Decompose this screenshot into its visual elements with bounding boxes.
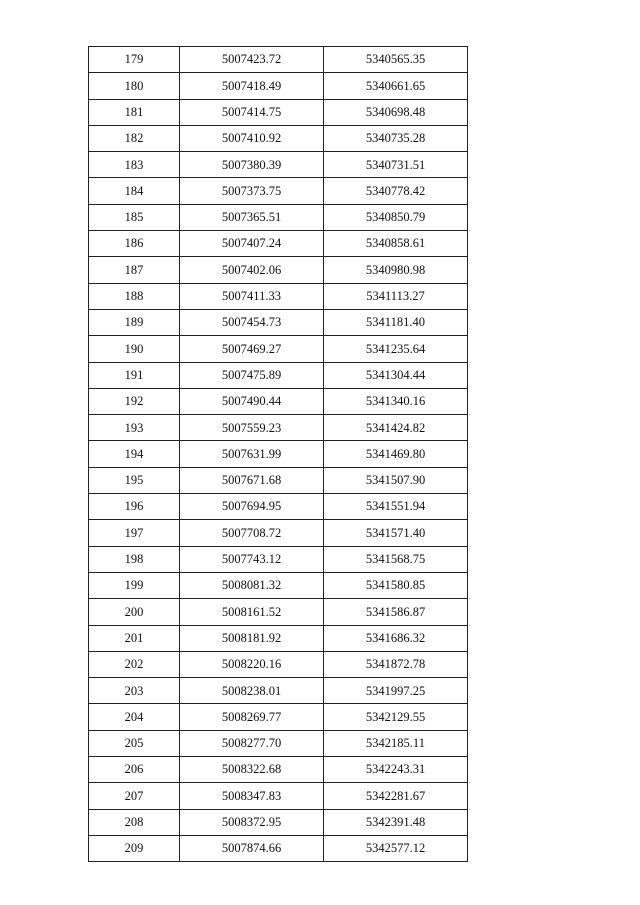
x-coordinate-cell: 5007469.27 xyxy=(180,336,324,362)
x-coordinate-cell: 5008081.32 xyxy=(180,572,324,598)
x-coordinate-cell: 5007365.51 xyxy=(180,204,324,230)
coordinate-table xyxy=(88,46,468,862)
point-number-cell: 206 xyxy=(89,757,180,783)
y-coordinate-cell: 5341568.75 xyxy=(324,546,468,572)
point-number-cell: 201 xyxy=(89,625,180,651)
point-number-cell: 182 xyxy=(89,125,180,151)
x-coordinate-cell: 5007407.24 xyxy=(180,231,324,257)
table-row xyxy=(89,283,468,309)
point-number-cell: 204 xyxy=(89,704,180,730)
x-coordinate-cell: 5007423.72 xyxy=(180,47,324,73)
table-row xyxy=(89,257,468,283)
point-number-cell: 192 xyxy=(89,388,180,414)
x-coordinate-cell: 5007454.73 xyxy=(180,309,324,335)
table-row xyxy=(89,467,468,493)
table-row xyxy=(89,125,468,151)
y-coordinate-cell: 5341571.40 xyxy=(324,520,468,546)
y-coordinate-cell: 5340698.48 xyxy=(324,99,468,125)
y-coordinate-cell: 5342281.67 xyxy=(324,783,468,809)
point-number-cell: 190 xyxy=(89,336,180,362)
x-coordinate-cell: 5007631.99 xyxy=(180,441,324,467)
x-coordinate-cell: 5007708.72 xyxy=(180,520,324,546)
table-row xyxy=(89,178,468,204)
x-coordinate-cell: 5007410.92 xyxy=(180,125,324,151)
y-coordinate-cell: 5340565.35 xyxy=(324,47,468,73)
table-row xyxy=(89,757,468,783)
table-row xyxy=(89,47,468,73)
point-number-cell: 197 xyxy=(89,520,180,546)
table-row xyxy=(89,362,468,388)
x-coordinate-cell: 5008372.95 xyxy=(180,809,324,835)
point-number-cell: 181 xyxy=(89,99,180,125)
point-number-cell: 196 xyxy=(89,494,180,520)
y-coordinate-cell: 5340731.51 xyxy=(324,152,468,178)
point-number-cell: 207 xyxy=(89,783,180,809)
y-coordinate-cell: 5341235.64 xyxy=(324,336,468,362)
y-coordinate-cell: 5340850.79 xyxy=(324,204,468,230)
table-row xyxy=(89,99,468,125)
point-number-cell: 185 xyxy=(89,204,180,230)
y-coordinate-cell: 5342185.11 xyxy=(324,730,468,756)
y-coordinate-cell: 5341181.40 xyxy=(324,309,468,335)
y-coordinate-cell: 5340858.61 xyxy=(324,231,468,257)
x-coordinate-cell: 5008238.01 xyxy=(180,678,324,704)
point-number-cell: 193 xyxy=(89,415,180,441)
x-coordinate-cell: 5008269.77 xyxy=(180,704,324,730)
table-row xyxy=(89,625,468,651)
table-row xyxy=(89,309,468,335)
table-row xyxy=(89,494,468,520)
x-coordinate-cell: 5007475.89 xyxy=(180,362,324,388)
table-row xyxy=(89,704,468,730)
y-coordinate-cell: 5340980.98 xyxy=(324,257,468,283)
y-coordinate-cell: 5341586.87 xyxy=(324,599,468,625)
point-number-cell: 194 xyxy=(89,441,180,467)
point-number-cell: 187 xyxy=(89,257,180,283)
x-coordinate-cell: 5007694.95 xyxy=(180,494,324,520)
table-row xyxy=(89,415,468,441)
point-number-cell: 200 xyxy=(89,599,180,625)
x-coordinate-cell: 5008322.68 xyxy=(180,757,324,783)
x-coordinate-cell: 5008181.92 xyxy=(180,625,324,651)
y-coordinate-cell: 5342129.55 xyxy=(324,704,468,730)
y-coordinate-cell: 5341872.78 xyxy=(324,651,468,677)
point-number-cell: 199 xyxy=(89,572,180,598)
table-row xyxy=(89,678,468,704)
x-coordinate-cell: 5007373.75 xyxy=(180,178,324,204)
y-coordinate-cell: 5341580.85 xyxy=(324,572,468,598)
point-number-cell: 179 xyxy=(89,47,180,73)
coordinate-table-body xyxy=(89,47,468,862)
y-coordinate-cell: 5340661.65 xyxy=(324,73,468,99)
point-number-cell: 189 xyxy=(89,309,180,335)
x-coordinate-cell: 5008220.16 xyxy=(180,651,324,677)
y-coordinate-cell: 5340735.28 xyxy=(324,125,468,151)
table-row xyxy=(89,336,468,362)
table-row xyxy=(89,599,468,625)
point-number-cell: 198 xyxy=(89,546,180,572)
x-coordinate-cell: 5008277.70 xyxy=(180,730,324,756)
y-coordinate-cell: 5341340.16 xyxy=(324,388,468,414)
table-row xyxy=(89,520,468,546)
point-number-cell: 209 xyxy=(89,835,180,861)
x-coordinate-cell: 5008347.83 xyxy=(180,783,324,809)
x-coordinate-cell: 5007414.75 xyxy=(180,99,324,125)
x-coordinate-cell: 5007490.44 xyxy=(180,388,324,414)
x-coordinate-cell: 5007380.39 xyxy=(180,152,324,178)
point-number-cell: 202 xyxy=(89,651,180,677)
y-coordinate-cell: 5342577.12 xyxy=(324,835,468,861)
point-number-cell: 205 xyxy=(89,730,180,756)
y-coordinate-cell: 5341686.32 xyxy=(324,625,468,651)
x-coordinate-cell: 5007874.66 xyxy=(180,835,324,861)
y-coordinate-cell: 5341997.25 xyxy=(324,678,468,704)
x-coordinate-cell: 5007411.33 xyxy=(180,283,324,309)
point-number-cell: 183 xyxy=(89,152,180,178)
table-row xyxy=(89,73,468,99)
point-number-cell: 186 xyxy=(89,231,180,257)
y-coordinate-cell: 5341507.90 xyxy=(324,467,468,493)
table-row xyxy=(89,546,468,572)
point-number-cell: 188 xyxy=(89,283,180,309)
table-row xyxy=(89,651,468,677)
y-coordinate-cell: 5341113.27 xyxy=(324,283,468,309)
y-coordinate-cell: 5342391.48 xyxy=(324,809,468,835)
point-number-cell: 191 xyxy=(89,362,180,388)
table-row xyxy=(89,388,468,414)
table-row xyxy=(89,231,468,257)
point-number-cell: 184 xyxy=(89,178,180,204)
point-number-cell: 208 xyxy=(89,809,180,835)
table-row xyxy=(89,783,468,809)
table-row xyxy=(89,441,468,467)
x-coordinate-cell: 5007671.68 xyxy=(180,467,324,493)
table-row xyxy=(89,204,468,230)
table-row xyxy=(89,152,468,178)
point-number-cell: 195 xyxy=(89,467,180,493)
y-coordinate-cell: 5342243.31 xyxy=(324,757,468,783)
table-row xyxy=(89,809,468,835)
x-coordinate-cell: 5007743.12 xyxy=(180,546,324,572)
y-coordinate-cell: 5341304.44 xyxy=(324,362,468,388)
x-coordinate-cell: 5007402.06 xyxy=(180,257,324,283)
table-row xyxy=(89,835,468,861)
point-number-cell: 203 xyxy=(89,678,180,704)
table-row xyxy=(89,730,468,756)
x-coordinate-cell: 5008161.52 xyxy=(180,599,324,625)
x-coordinate-cell: 5007559.23 xyxy=(180,415,324,441)
y-coordinate-cell: 5341551.94 xyxy=(324,494,468,520)
y-coordinate-cell: 5340778.42 xyxy=(324,178,468,204)
table-row xyxy=(89,572,468,598)
y-coordinate-cell: 5341424.82 xyxy=(324,415,468,441)
y-coordinate-cell: 5341469.80 xyxy=(324,441,468,467)
point-number-cell: 180 xyxy=(89,73,180,99)
x-coordinate-cell: 5007418.49 xyxy=(180,73,324,99)
